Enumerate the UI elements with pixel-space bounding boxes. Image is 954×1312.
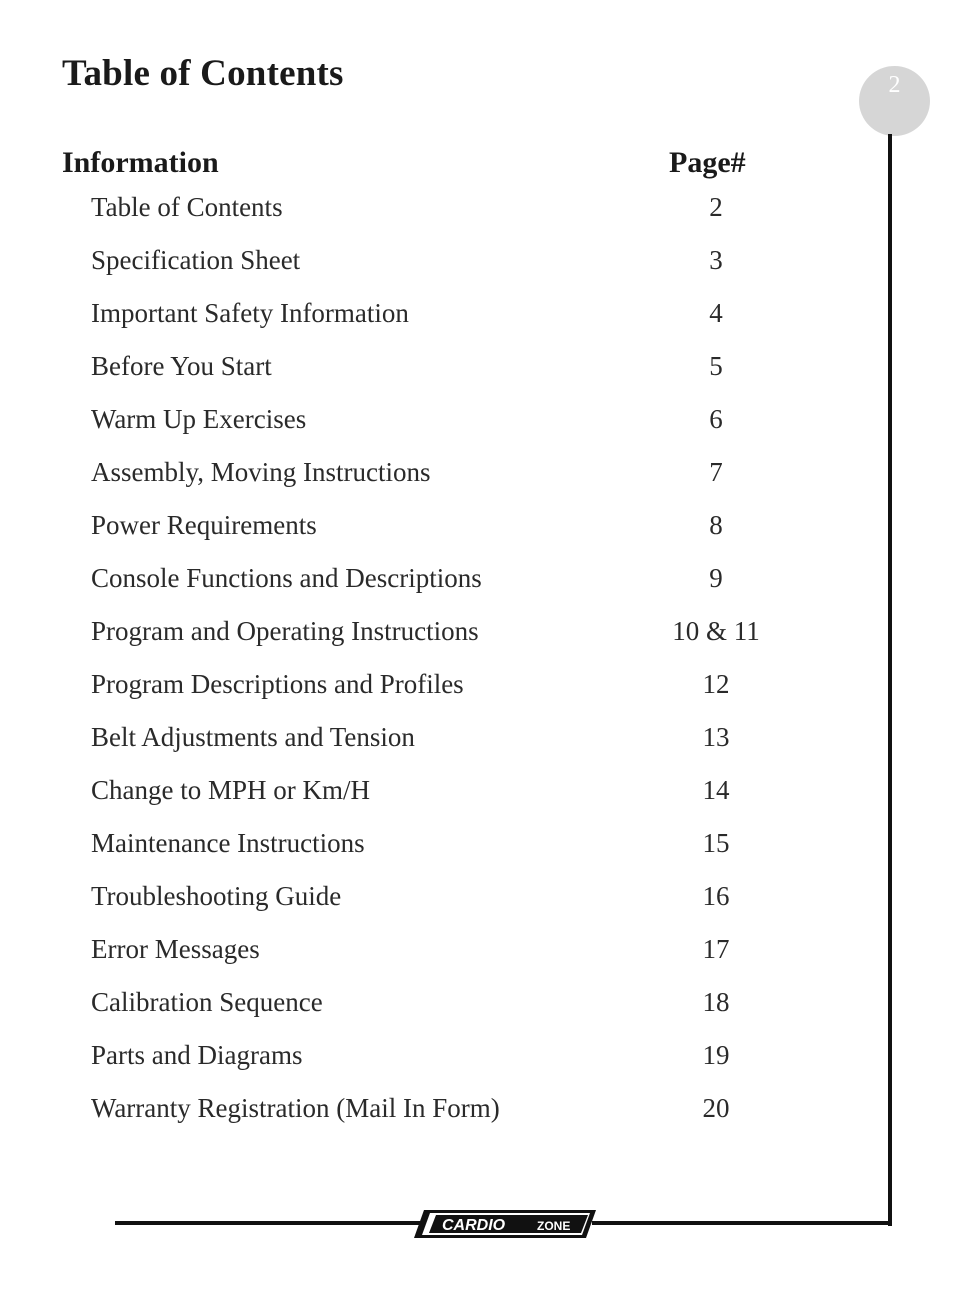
toc-entry-page: 8 [709,510,723,540]
logo-text-cardio: CARDIO [442,1217,506,1234]
toc-entry [0,769,954,822]
toc-entry-page: 5 [709,351,723,381]
toc-entry [0,1087,954,1140]
toc-entry-page: 9 [709,563,723,593]
toc-entry-page: 13 [702,722,730,752]
toc-entry [0,822,954,875]
toc-entry-label: Power Requirements [91,510,317,540]
toc-entry-page: 17 [702,934,730,964]
toc-entry-page: 16 [702,881,730,911]
logo-text-zone: ZONE [537,1219,571,1233]
toc-entry-page: 18 [702,987,730,1017]
toc-entry [0,875,954,928]
footer-rule-right [592,1221,892,1225]
toc-entry-label: Before You Start [91,351,272,381]
page-title: Table of Contents [62,53,344,94]
toc-entry-page: 3 [709,245,723,275]
toc-entry-label: Warranty Registration (Mail In Form) [91,1093,500,1123]
toc-entry-page: 19 [702,1040,730,1070]
toc-entry-page: 4 [709,298,723,328]
toc-entry-label: Change to MPH or Km/H [91,775,370,805]
toc-entry-page: 7 [709,457,723,487]
toc-entry-label: Program Descriptions and Profiles [91,669,464,699]
toc-entry-page: 6 [709,404,723,434]
toc-entry-label: Troubleshooting Guide [91,881,342,911]
toc-entry-label: Calibration Sequence [91,987,323,1017]
toc-entry-page: 2 [709,192,723,222]
toc-entry [0,557,954,610]
toc-entry-page: 14 [702,775,730,805]
toc-entry [0,345,954,398]
toc-entry-label: Error Messages [91,934,260,964]
cardiozone-logo [414,1210,596,1238]
toc-entry-label: Important Safety Information [91,298,409,328]
toc-entry [0,981,954,1034]
toc-entry-label: Warm Up Exercises [91,404,307,434]
toc-entry [0,186,954,239]
toc-entry-page: 20 [702,1093,730,1123]
page-number: 2 [888,72,901,98]
toc-entry [0,398,954,451]
footer-rule-left [115,1221,420,1225]
toc-entry-label: Specification Sheet [91,245,301,275]
toc-entry [0,504,954,557]
toc-entry [0,928,954,981]
toc-entry [0,610,954,663]
page-column-header: Page# [669,146,746,179]
toc-entry-label: Parts and Diagrams [91,1040,303,1070]
toc-entry [0,1034,954,1087]
toc-entry [0,239,954,292]
page-number-badge [859,66,930,136]
toc-list [0,186,954,1140]
toc-entry-label: Assembly, Moving Instructions [91,457,431,487]
toc-entry [0,451,954,504]
toc-entry [0,716,954,769]
toc-entry-label: Maintenance Instructions [91,828,365,858]
toc-entry-label: Belt Adjustments and Tension [91,722,415,752]
toc-entry [0,292,954,345]
toc-entry [0,663,954,716]
information-column-header: Information [62,146,219,179]
toc-entry-page: 12 [702,669,730,699]
toc-entry-page: 15 [702,828,730,858]
toc-entry-label: Table of Contents [91,192,283,222]
toc-entry-label: Program and Operating Instructions [91,616,479,646]
toc-entry-label: Console Functions and Descriptions [91,563,482,593]
toc-entry-page: 10 & 11 [672,616,760,646]
